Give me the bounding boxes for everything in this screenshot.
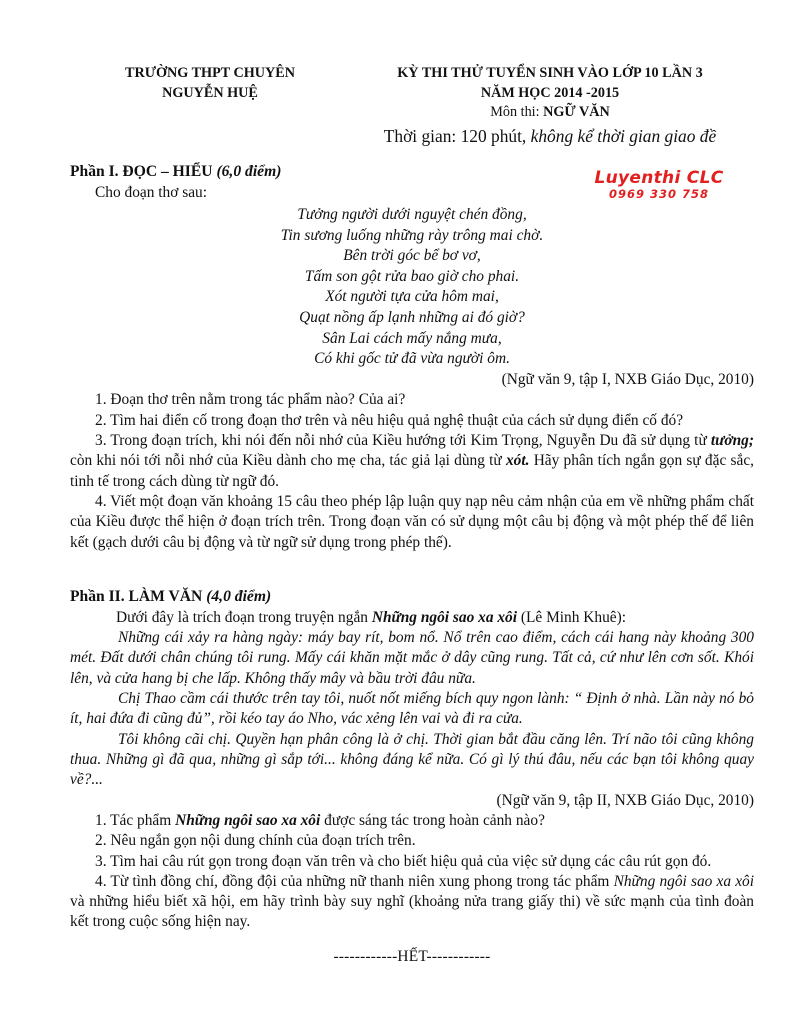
school-name-line2: NGUYỄN HUỆ	[162, 84, 258, 101]
time-main: Thời gian: 120 phút,	[383, 125, 531, 146]
end-marker: ------------HẾT------------	[333, 947, 491, 965]
excerpt-paragraph-3: Tôi không cãi chị. Quyền hạn phân công là ở chị. Thời gian bắt đầu căng lên. Trí não tôi cũng không thua. Những gì đã qua, những gì sắp tới... không đáng kể nữa. Có gì lý thú đâu, nếu các bạn tôi không quay về?...	[70, 730, 754, 789]
p2q4-text-a: 4. Từ tình đồng chí, đồng đội của những nữ thanh niên xung phong trong tác phẩm	[95, 872, 614, 890]
q3-text-c: Hãy phân tích ngắn gọn sự đặc sắc, tinh tế trong cách dùng từ ngữ đó.	[70, 452, 754, 490]
p2q1-text-a: 1. Tác phẩm	[95, 811, 176, 829]
poem-line: Tin sương luống những rày trông mai chờ.	[280, 226, 544, 244]
poem-line: Quạt nồng ấp lạnh những ai đó giờ?	[299, 309, 525, 327]
school-name-line1: TRƯỜNG THPT CHUYÊN	[124, 65, 295, 81]
p2q1-work: Những ngôi sao xa xôi	[175, 811, 321, 829]
part1-title-text: Phần I. ĐỌC – HIỂU	[70, 163, 217, 180]
part2-question-3: 3. Tìm hai câu rút gọn trong đoạn văn trên và cho biết hiệu quả của việc sử dụng các câu rút gọn đó.	[95, 852, 712, 870]
q3-text-a: 3. Trong đoạn trích, khi nói đến nỗi nhớ của Kiều hướng tới Kim Trọng, Nguyễn Du đã sử dụng từ	[95, 432, 711, 450]
q3-keyword-tuong: tưởng;	[710, 432, 754, 450]
part2-question-1	[70, 811, 754, 831]
exam-title: KỲ THI THỬ TUYỂN SINH VÀO LỚP 10 LẦN 3	[397, 65, 703, 81]
poem	[70, 205, 754, 370]
exam-header	[340, 64, 760, 148]
watermark-brand: Luyenthi CLC	[594, 168, 724, 188]
poem-line: Tưởng người dưới nguyệt chén đồng,	[297, 205, 527, 223]
part2-intro	[70, 608, 754, 628]
part2-intro-work: Những ngôi sao xa xôi	[371, 608, 518, 626]
subject-line	[340, 103, 760, 123]
poem-line: Có khi gốc tử đã vừa người ôm.	[314, 350, 510, 368]
poem-line: Sân Lai cách mấy nắng mưa,	[322, 329, 502, 347]
part2-title	[70, 587, 754, 608]
school-header	[104, 64, 316, 103]
subject-prefix: Môn thi:	[490, 104, 544, 121]
watermark-phone: 0969 330 758	[608, 186, 710, 201]
excerpt-paragraph-2: Chị Thao cầm cái thước trên tay tôi, nuốt nốt miếng bích quy ngon lành: “ Định ở nhà. Lần này nó bỏ ít, hai đứa đi cũng đủ”, rồi kéo tay áo Nho, vác xẻng lên vai và đi ra cửa.	[70, 689, 754, 728]
part2-source: (Ngữ văn 9, tập II, NXB Giáo Dục, 2010)	[496, 791, 754, 809]
part1-question-1: 1. Đoạn thơ trên nằm trong tác phẩm nào? Của ai?	[95, 391, 406, 409]
school-year: NĂM HỌC 2014 -2015	[480, 84, 620, 101]
part1-question-3	[70, 431, 754, 492]
part2-question-2: 2. Nêu ngắn gọn nội dung chính của đoạn trích trên.	[95, 832, 416, 850]
part2-title-text: Phần II. LÀM VĂN	[70, 587, 207, 605]
part1-source: (Ngữ văn 9, tập I, NXB Giáo Dục, 2010)	[501, 371, 754, 389]
part2-intro-b: (Lê Minh Khuê):	[517, 608, 627, 626]
part1-points: (6,0 điểm)	[216, 163, 282, 180]
q3-text-b: còn khi nói tới nỗi nhớ của Kiều dành cho mẹ cha, tác giả lại dùng từ	[70, 452, 506, 470]
p2q4-work: Những ngôi sao xa xôi	[613, 872, 754, 890]
part1-question-4: 4. Viết một đoạn văn khoảng 15 câu theo phép lập luận quy nạp nêu cảm nhận của em về những phẩm chất của Kiều được thể hiện ở đoạn trích trên. Trong đoạn văn có sử dụng một câu bị động và một phép thế để liên kết (gạch dưới câu bị động và từ ngữ sử dụng trong phép thế).	[70, 493, 754, 551]
p2q1-text-b: được sáng tác trong hoàn cảnh nào?	[320, 811, 545, 829]
q3-keyword-xot: xót.	[505, 452, 530, 470]
part1-intro: Cho đoạn thơ sau:	[95, 183, 208, 201]
p2q4-text-b: và những hiểu biết xã hội, em hãy trình bày suy nghĩ (khoảng nửa trang giấy thi) về sức mạnh của tình đoàn kết trong cuộc sống hiện nay.	[70, 893, 754, 931]
subject-name: NGỮ VĂN	[543, 104, 610, 121]
part1-question-2: 2. Tìm hai điển cố trong đoạn thơ trên và nêu hiệu quả nghệ thuật của cách sử dụng điển cố đó?	[95, 411, 684, 429]
time-line	[340, 124, 760, 148]
part2-question-4	[70, 872, 754, 933]
poem-line: Tấm son gột rửa bao giờ cho phai.	[304, 267, 520, 285]
time-note: không kể thời gian giao đề	[530, 125, 717, 146]
excerpt-paragraph-1: Những cái xảy ra hàng ngày: máy bay rít, bom nổ. Nổ trên cao điểm, cách cái hang này khoảng 300 mét. Đất dưới chân chúng tôi rung. Mấy cái khăn mặt mắc ở dây cũng rung. Tất cả, cứ như lên cơn sốt. Khói lên, và cửa hang bị che lấp. Không thấy mây và bầu trời đâu nữa.	[70, 628, 754, 687]
part2-points: (4,0 điểm)	[206, 587, 272, 605]
part2-intro-a: Dưới đây là trích đoạn trong truyện ngắn	[116, 608, 372, 626]
poem-line: Xót người tựa cửa hôm mai,	[325, 288, 499, 306]
exam-content	[70, 162, 754, 967]
part1-title	[70, 162, 754, 183]
poem-line: Bên trời góc bể bơ vơ,	[343, 247, 481, 265]
